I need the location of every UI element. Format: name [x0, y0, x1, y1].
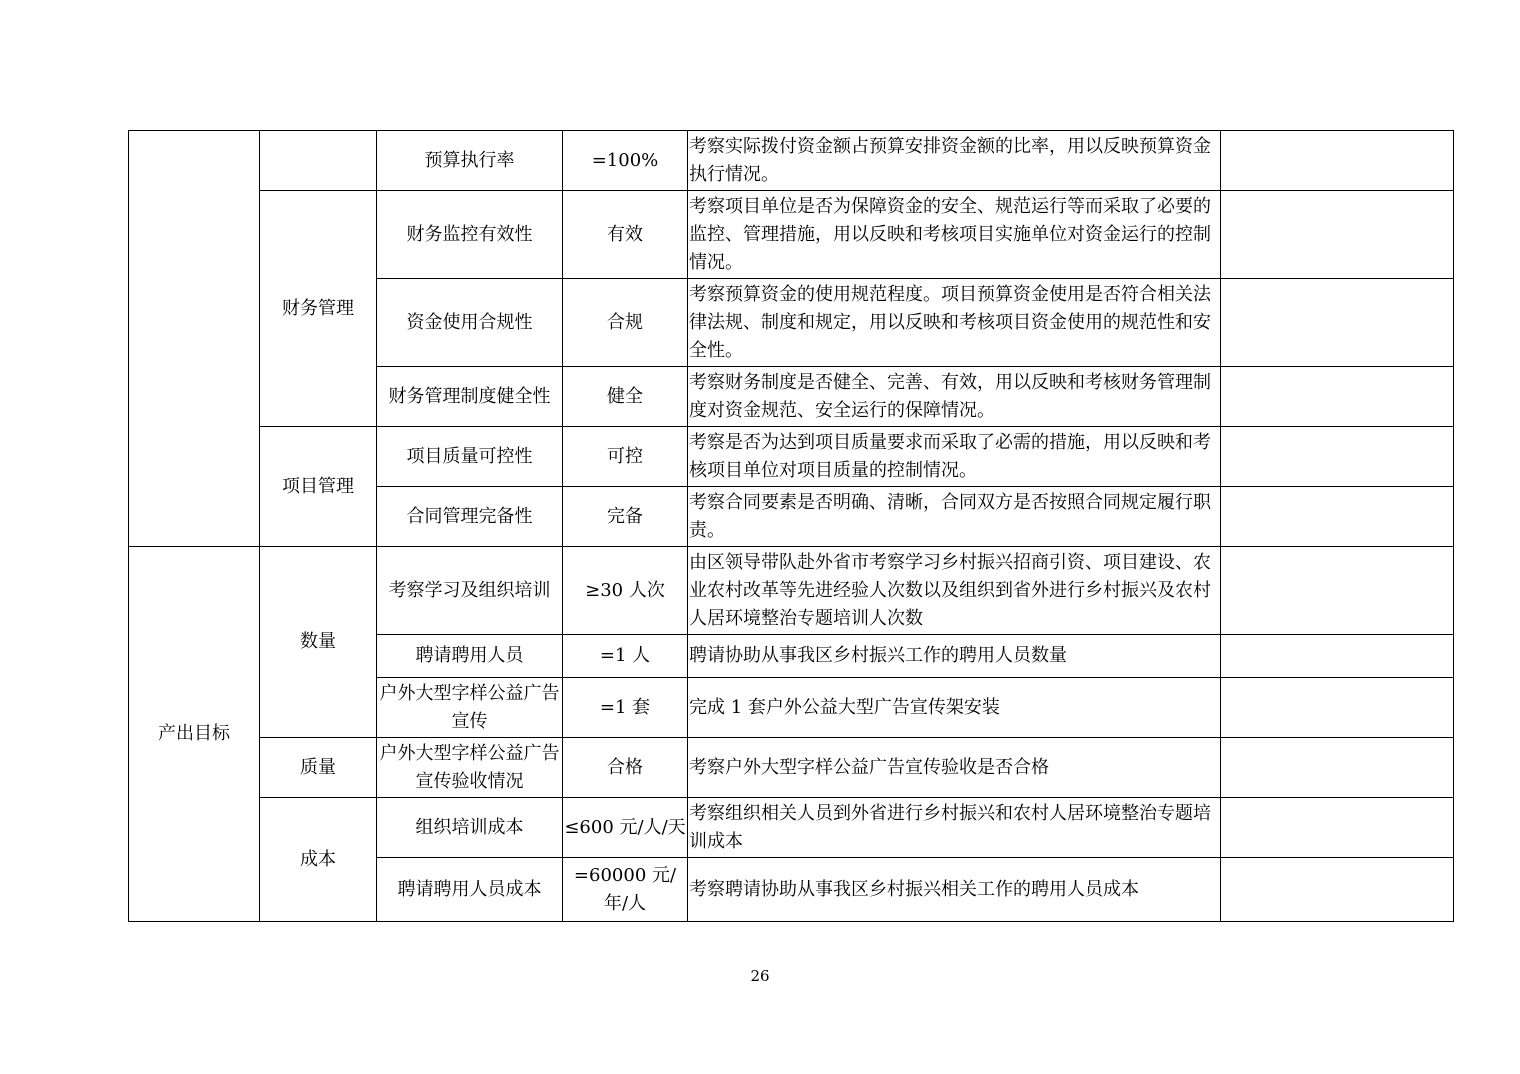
table-row [129, 427, 1454, 487]
table-row [129, 131, 1454, 191]
subgroup-cell: 项目管理 [260, 427, 377, 547]
subgroup-cell-empty [260, 131, 377, 191]
note-cell [1221, 798, 1454, 858]
description-cell: 考察聘请协助从事我区乡村振兴相关工作的聘用人员成本 [688, 858, 1221, 922]
target-value-cell: ≥30 人次 [563, 547, 688, 635]
table-row [129, 547, 1454, 635]
description-cell: 完成 1 套户外公益大型广告宣传架安装 [688, 678, 1221, 738]
note-cell [1221, 738, 1454, 798]
group-cell-empty [129, 131, 260, 547]
target-value-cell: 合规 [563, 279, 688, 367]
description-cell: 由区领导带队赴外省市考察学习乡村振兴招商引资、项目建设、农业农村改革等先进经验人次数以及组织到省外进行乡村振兴及农村人居环境整治专题培训人次数 [688, 547, 1221, 635]
indicator-cell: 资金使用合规性 [377, 279, 563, 367]
subgroup-cell: 成本 [260, 798, 377, 922]
indicator-cell: 考察学习及组织培训 [377, 547, 563, 635]
target-value-cell: 健全 [563, 367, 688, 427]
target-value-cell: 完备 [563, 487, 688, 547]
description-cell: 考察是否为达到项目质量要求而采取了必需的措施，用以反映和考核项目单位对项目质量的控制情况。 [688, 427, 1221, 487]
indicator-cell: 项目质量可控性 [377, 427, 563, 487]
target-value-cell: =1 套 [563, 678, 688, 738]
description-cell: 考察项目单位是否为保障资金的安全、规范运行等而采取了必要的监控、管理措施，用以反映和考核项目实施单位对资金运行的控制情况。 [688, 191, 1221, 279]
target-value-cell: =100% [563, 131, 688, 191]
indicator-cell: 聘请聘用人员成本 [377, 858, 563, 922]
indicator-cell: 财务监控有效性 [377, 191, 563, 279]
table-row [129, 191, 1454, 279]
description-cell: 考察实际拨付资金额占预算安排资金额的比率，用以反映预算资金执行情况。 [688, 131, 1221, 191]
subgroup-cell: 财务管理 [260, 191, 377, 427]
subgroup-cell: 质量 [260, 738, 377, 798]
target-value-cell: =1 人 [563, 635, 688, 678]
target-value-cell: ≤600 元/人/天 [563, 798, 688, 858]
target-value-cell: 可控 [563, 427, 688, 487]
indicator-cell: 财务管理制度健全性 [377, 367, 563, 427]
target-value-cell: =60000 元/年/人 [563, 858, 688, 922]
indicator-cell: 预算执行率 [377, 131, 563, 191]
indicator-cell: 组织培训成本 [377, 798, 563, 858]
note-cell [1221, 487, 1454, 547]
description-cell: 考察预算资金的使用规范程度。项目预算资金使用是否符合相关法律法规、制度和规定，用以反映和考核项目资金使用的规范性和安全性。 [688, 279, 1221, 367]
indicator-cell: 合同管理完备性 [377, 487, 563, 547]
note-cell [1221, 131, 1454, 191]
note-cell [1221, 635, 1454, 678]
note-cell [1221, 427, 1454, 487]
description-cell: 考察财务制度是否健全、完善、有效，用以反映和考核财务管理制度对资金规范、安全运行的保障情况。 [688, 367, 1221, 427]
indicator-cell: 户外大型字样公益广告宣传 [377, 678, 563, 738]
subgroup-cell: 数量 [260, 547, 377, 738]
note-cell [1221, 547, 1454, 635]
target-value-cell: 合格 [563, 738, 688, 798]
table-row [129, 738, 1454, 798]
note-cell [1221, 367, 1454, 427]
target-value-cell: 有效 [563, 191, 688, 279]
page-number: 26 [750, 967, 770, 985]
description-cell: 考察合同要素是否明确、清晰，合同双方是否按照合同规定履行职责。 [688, 487, 1221, 547]
group-cell: 产出目标 [129, 547, 260, 922]
note-cell [1221, 678, 1454, 738]
description-cell: 考察户外大型字样公益广告宣传验收是否合格 [688, 738, 1221, 798]
note-cell [1221, 191, 1454, 279]
description-cell: 聘请协助从事我区乡村振兴工作的聘用人员数量 [688, 635, 1221, 678]
indicator-cell: 聘请聘用人员 [377, 635, 563, 678]
note-cell [1221, 279, 1454, 367]
description-cell: 考察组织相关人员到外省进行乡村振兴和农村人居环境整治专题培训成本 [688, 798, 1221, 858]
table-row [129, 798, 1454, 858]
performance-indicator-table [128, 130, 1454, 922]
indicator-cell: 户外大型字样公益广告宣传验收情况 [377, 738, 563, 798]
note-cell [1221, 858, 1454, 922]
